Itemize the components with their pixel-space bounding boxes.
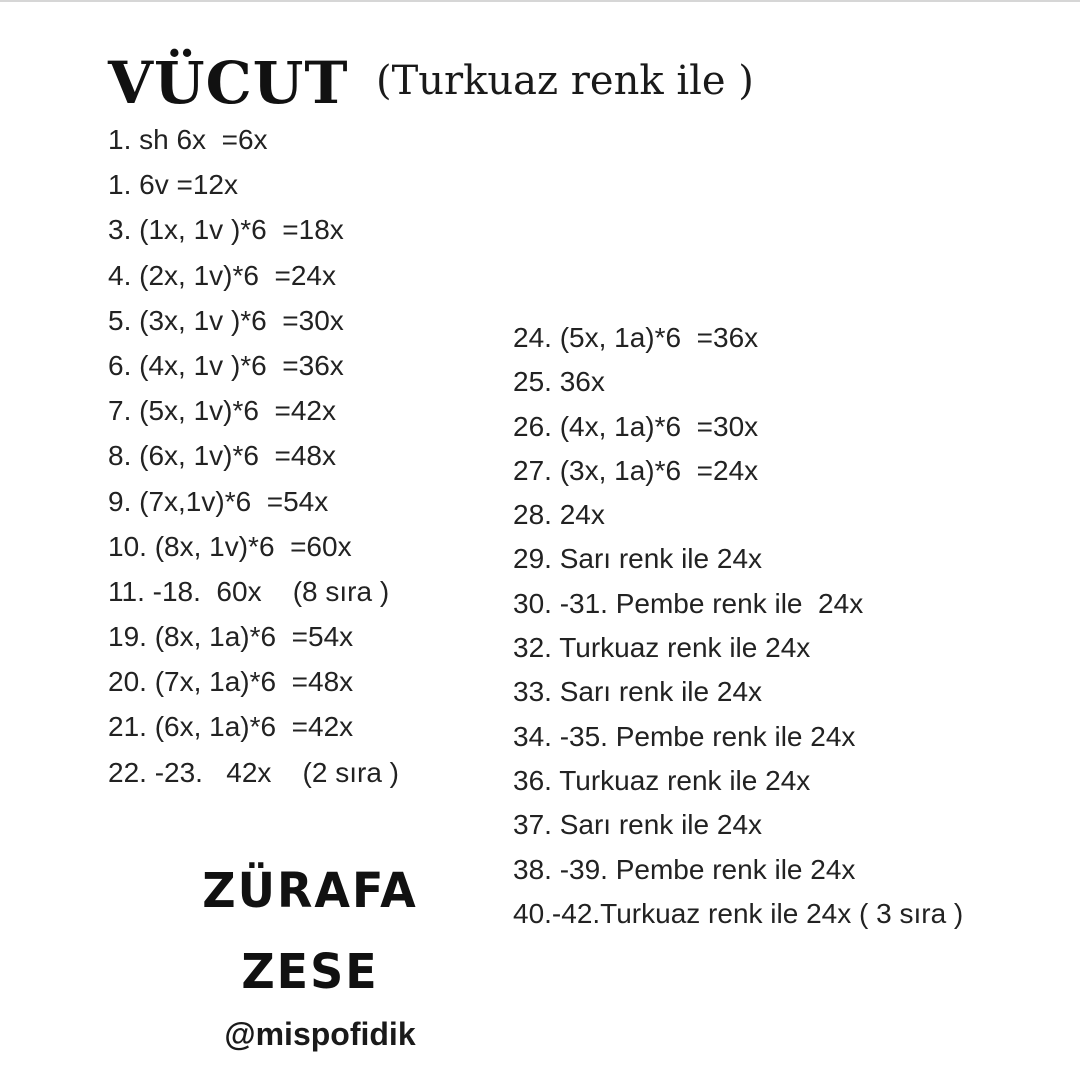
pattern-row: 25. 36x bbox=[513, 366, 605, 398]
pattern-row: 38. -39. Pembe renk ile 24x bbox=[513, 853, 856, 885]
pattern-row: 1. sh 6x =6x bbox=[108, 124, 268, 155]
pattern-row: 20. (7x, 1a)*6 =48x bbox=[108, 666, 354, 698]
brand-name-line2: ZESE bbox=[241, 942, 379, 1000]
pattern-row: 34. -35. Pembe renk ile 24x bbox=[513, 720, 856, 752]
pattern-row: 11. -18. 60x (8 sıra ) bbox=[108, 575, 390, 607]
pattern-row: 22. -23. 42x (2 sıra ) bbox=[108, 756, 400, 788]
social-handle: @mispofidik bbox=[224, 1016, 416, 1052]
pattern-row: 4. (2x, 1v)*6 =24x bbox=[108, 259, 337, 291]
pattern-row: 28. 24x bbox=[513, 499, 605, 531]
pattern-row: 5. (3x, 1v )*6 =30x bbox=[108, 304, 344, 336]
top-divider bbox=[0, 0, 1080, 2]
pattern-row: 32. Turkuaz renk ile 24x bbox=[513, 632, 811, 664]
pattern-row: 26. (4x, 1a)*6 =30x bbox=[513, 410, 759, 442]
pattern-row: 7. (5x, 1v)*6 =42x bbox=[108, 395, 337, 427]
pattern-row: 24. (5x, 1a)*6 =36x bbox=[513, 322, 759, 353]
pattern-row: 1. 6v =12x bbox=[108, 169, 238, 201]
pattern-row: 40.-42.Turkuaz renk ile 24x ( 3 sıra ) bbox=[513, 897, 964, 929]
pattern-row: 30. -31. Pembe renk ile 24x bbox=[513, 587, 864, 619]
brand-name-line1: ZÜRAFA bbox=[202, 861, 418, 919]
pattern-row: 33. Sarı renk ile 24x bbox=[513, 676, 763, 708]
pattern-row: 9. (7x,1v)*6 =54x bbox=[108, 485, 329, 517]
page-subtitle: (Turkuaz renk ile ) bbox=[376, 58, 754, 104]
page-title: VÜCUT bbox=[108, 49, 349, 117]
pattern-row: 10. (8x, 1v)*6 =60x bbox=[108, 530, 352, 562]
pattern-row: 21. (6x, 1a)*6 =42x bbox=[108, 711, 354, 743]
rows-right-column bbox=[513, 316, 963, 936]
rows-left-column bbox=[108, 117, 399, 795]
pattern-row: 27. (3x, 1a)*6 =24x bbox=[513, 454, 759, 486]
pattern-row: 8. (6x, 1v)*6 =48x bbox=[108, 440, 337, 472]
pattern-row: 37. Sarı renk ile 24x bbox=[513, 809, 763, 841]
pattern-row: 3. (1x, 1v )*6 =18x bbox=[108, 214, 344, 246]
pattern-row: 19. (8x, 1a)*6 =54x bbox=[108, 621, 354, 653]
pattern-row: 6. (4x, 1v )*6 =36x bbox=[108, 349, 344, 381]
pattern-row: 29. Sarı renk ile 24x bbox=[513, 543, 763, 575]
pattern-row: 36. Turkuaz renk ile 24x bbox=[513, 764, 811, 796]
